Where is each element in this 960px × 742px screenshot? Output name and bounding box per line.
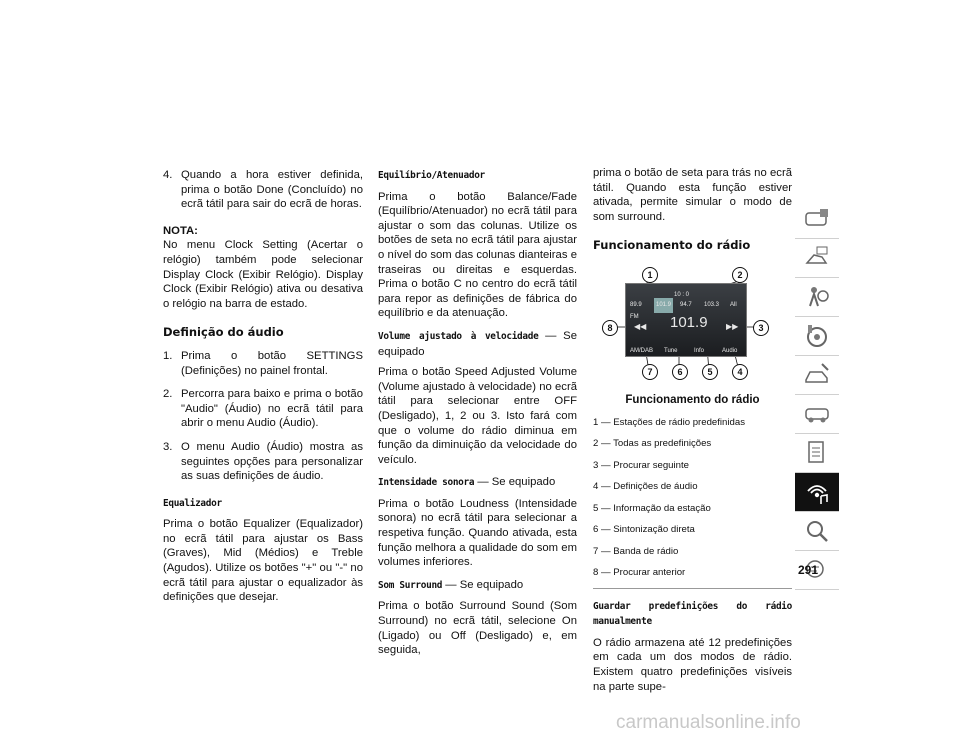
preset-button[interactable]: 89.9 [630,301,642,308]
section-heading-radio: Funcionamento do rádio [593,238,751,253]
callout: 2 [732,267,748,283]
note-title: NOTA: [163,224,198,237]
loudness-text: Prima o botão Loudness (Intensidade sonora) no ecrã tátil para selecionar a respetiva função. Quando ativada, esta função melhora a qualidade do som em volumes inferiores. [378,497,577,569]
note-text: No menu Clock Setting (Acertar o relógio) também pode selecionar Display Clock (Exibir Relógio). Display Clock (Exibir Relógio) ativa ou desativa o relógio na barra de estado. [163,239,363,310]
save-presets-text: O rádio armazena até 12 predefinições em cada um dos modos de rádio. Existem quatro predefinições visíveis na parte supe- [593,636,792,693]
middle-column [378,168,577,666]
list-item: 3. O menu Audio (Áudio) mostra as seguintes opções para personalizar as suas definições de áudio. [163,440,363,483]
callout: 3 [753,320,769,336]
legend-item: 4 — Definições de áudio [593,481,698,493]
divider [593,588,792,589]
tune-button[interactable]: Tune [664,347,678,354]
callout: 1 [642,267,658,283]
section-heading-audio: Definição do áudio [163,325,284,340]
legend-item: 6 — Sintonização direta [593,524,695,536]
car-service-icon[interactable] [795,395,839,434]
figure-legend [593,416,792,580]
chapter-tabs [795,200,841,590]
steering-wheel-icon[interactable] [795,317,839,356]
multimedia-icon[interactable] [795,473,839,512]
left-column [163,168,363,613]
preset-button[interactable]: 103.3 [704,301,720,308]
callout: 8 [602,320,618,336]
subheading-balance: Equilíbrio/Atenuador [378,170,485,181]
callout: 5 [702,364,718,380]
preset-button[interactable]: 94.7 [680,301,692,308]
subheading-loudness: Intensidade sonora [378,477,475,489]
band-label: FM [630,313,639,320]
speed-volume-text: Prima o botão Speed Adjusted Volume (Volume ajustado à velocidade) no ecrã tátil para selecionar entre OFF (Desligado), 1, 2 ou 3. Isto fará com que o volume do rádio diminua em função da diminuição da velocidade do veículo. [378,366,577,466]
subheading-save-presets: Guardar predefinições do rádio manualmente [593,600,792,628]
legend-item: 3 — Procurar seguinte [593,459,689,471]
airbag-icon[interactable] [795,278,839,317]
legend-item: 1 — Estações de rádio predefinidas [593,416,745,428]
page-number: 291 [798,563,819,577]
subheading-equalizer: Equalizador [163,497,222,509]
legend-item: 7 — Banda de rádio [593,545,679,557]
car-crash-icon[interactable] [795,356,839,395]
equipped-note: — Se equipado [378,329,577,358]
frequency-display: 101.9 [670,313,708,331]
checklist-icon[interactable] [795,434,839,473]
screen-clock: 10 : 0 [674,291,690,298]
subheading-surround: Som Surround [378,579,443,591]
callout: 6 [672,364,688,380]
callout: 4 [732,364,748,380]
search-icon[interactable] [795,512,839,551]
subheading-speed-volume: Volume ajustado à velocidade [378,330,539,342]
radio-figure [601,267,771,387]
hand-message-icon[interactable] [795,239,839,278]
surround-continued-text: prima o botão de seta para trás no ecrã tátil. Quando esta função estiver ativada, permite simular o modo de som surround. [593,167,792,223]
callout: 7 [642,364,658,380]
equalizer-text: Prima o botão Equalizer (Equalizador) no ecrã tátil para ajustar os Bass (Graves), Mid (Médios) e Treble (Agudos). Utilize os botões "+" ou "-" no ecrã tátil para ajustar o equalizador às definições que desejar. [163,518,363,604]
car-dashboard-icon[interactable] [795,200,839,239]
right-column [593,166,792,702]
all-presets-button[interactable]: All [730,301,737,308]
preset-button[interactable]: 101.9 [654,298,673,313]
equipped-note: — Se equipado [442,578,524,591]
balance-text: Prima o botão Balance/Fade (Equilíbrio/Atenuador) no ecrã tátil para ajustar o som das colunas. Utilize os botões de seta no ecrã tátil para ajustar o nível do som das colunas dianteiras e traseiras ou direitas e esquerdas. Prima o botão C no centro do ecrã tátil para repor as definições de fábrica do equilíbrio e da atenuação. [378,190,577,320]
legend-item: 2 — Todas as predefinições [593,438,712,450]
legend-item: 5 — Informação da estação [593,502,711,514]
seek-back-icon[interactable]: ◀◀ [634,321,647,331]
list-item [163,168,363,212]
seek-forward-icon[interactable]: ▶▶ [726,321,739,331]
list-number: 4. [163,169,173,181]
radio-screen [625,283,747,357]
list-text: Quando a hora estiver definida, prima o botão Done (Concluído) no ecrã tátil para sair do ecrã de horas. [181,169,363,211]
legend-item: 8 — Procurar anterior [593,567,686,579]
info-button[interactable]: Info [694,347,705,354]
list-item: 2. Percorra para baixo e prima o botão "Audio" (Áudio) no ecrã tátil para abrir o menu Audio (Áudio). [163,388,363,430]
band-button[interactable]: AM/DAB [630,347,654,354]
audio-button[interactable]: Audio [722,347,738,354]
watermark: carmanualsonline.info [616,712,801,733]
equipped-note: — Se equipado [474,476,556,489]
figure-caption: Funcionamento do rádio [625,393,760,406]
list-item: 1. Prima o botão SETTINGS (Definições) no painel frontal. [163,349,363,377]
surround-text: Prima o botão Surround Sound (Som Surround) no ecrã tátil, selecione On (Ligado) ou Off (Desligado) e, em seguida, [378,600,577,657]
